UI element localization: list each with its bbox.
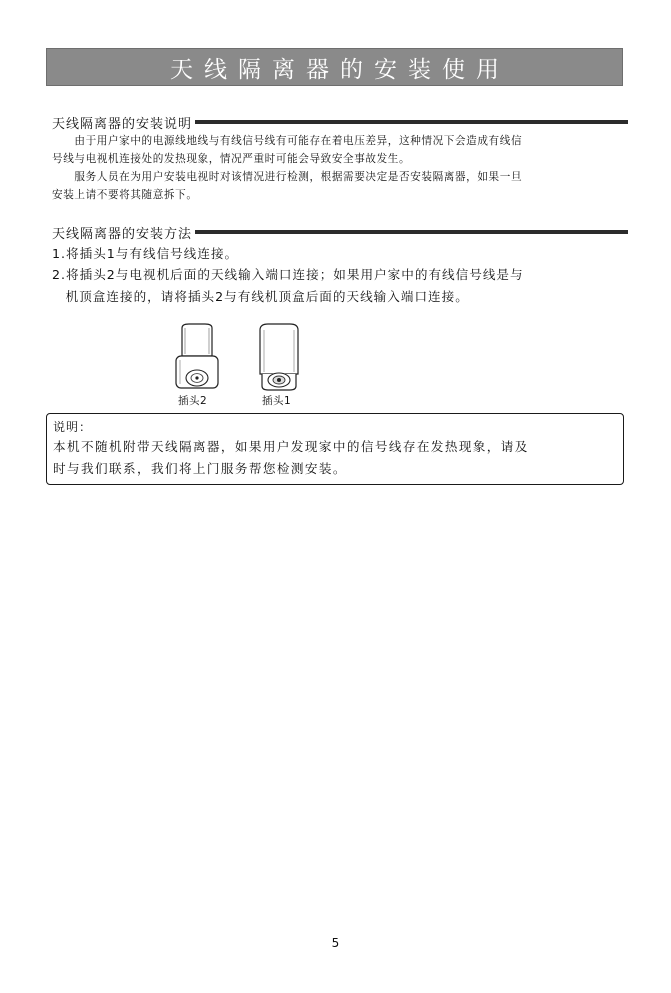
paragraph-line: 号线与电视机连接处的发热现象，情况严重时可能会导致安全事故发生。	[52, 153, 411, 165]
page-number: 5	[331, 936, 340, 950]
note-title: 说明：	[53, 420, 93, 434]
page-title-bar	[46, 48, 623, 86]
plug-2-illustration	[172, 322, 222, 394]
section-heading-instructions	[52, 113, 628, 131]
section-heading-method	[52, 223, 628, 241]
paragraph-line: 由于用户家中的电源线地线与有线信号线有可能存在着电压差异，这种情况下会造成有线信	[52, 135, 523, 147]
step-2-line-1: 2.将插头2与电视机后面的天线输入端口连接；如果用户家中的有线信号线是与	[52, 267, 524, 282]
plug-2-label: 插头2	[178, 395, 208, 407]
paragraph-line: 服务人员在为用户安装电视时对该情况进行检测，根据需要决定是否安装隔离器，如果一旦	[52, 171, 523, 183]
section-divider	[195, 120, 628, 124]
note-box	[46, 413, 624, 485]
section-divider	[195, 230, 628, 234]
page-title: 天线隔离器的安装使用	[170, 56, 510, 83]
plug-1-label: 插头1	[262, 395, 292, 407]
paragraph-line: 安装上请不要将其随意拆下。	[52, 189, 198, 201]
section-heading-label: 天线隔离器的安装说明	[52, 116, 193, 132]
step-1: 1.将插头1与有线信号线连接。	[52, 246, 239, 261]
plug-1-illustration	[256, 322, 302, 394]
step-2-line-2: 机顶盒连接的，请将插头2与有线机顶盒后面的天线输入端口连接。	[52, 289, 469, 304]
section-heading-label: 天线隔离器的安装方法	[52, 226, 193, 242]
note-line: 本机不随机附带天线隔离器，如果用户发现家中的信号线存在发热现象，请及	[53, 439, 529, 454]
note-line: 时与我们联系，我们将上门服务帮您检测安装。	[53, 461, 347, 476]
